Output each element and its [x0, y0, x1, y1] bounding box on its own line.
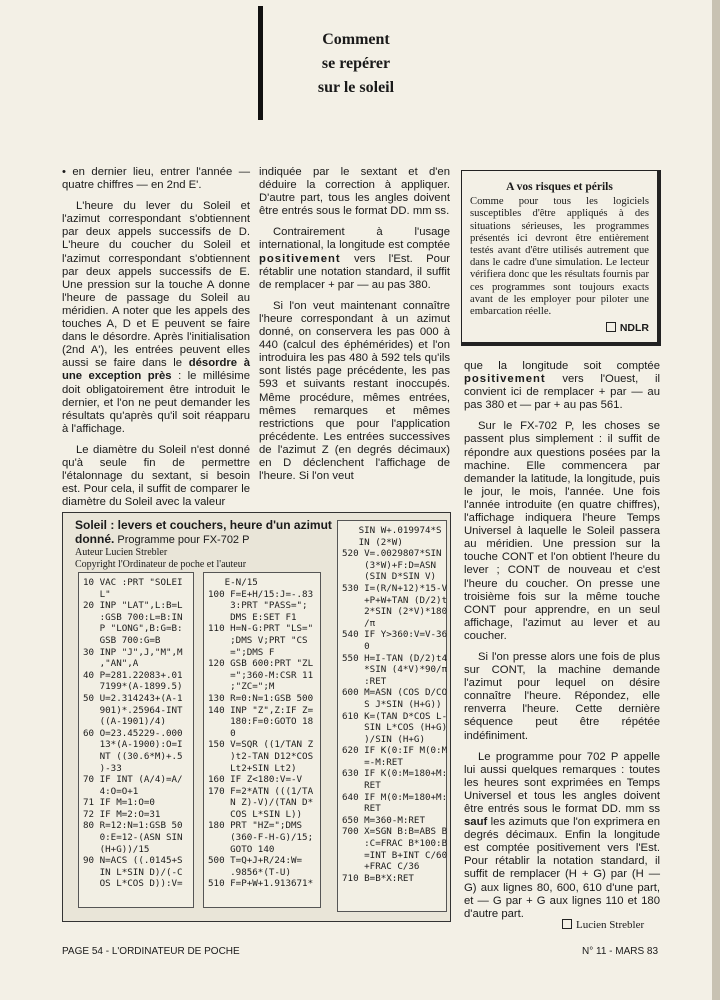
paragraph: Contrairement à l'usage international, la longitude est comptée positivement vers l'Est. Pour rétablir une notation standard, il suffit de remplacer + par — au pas 380. — [259, 226, 450, 291]
square-icon — [606, 322, 616, 332]
title-line-3: sur le soleil — [317, 79, 395, 96]
title-line-1: Comment — [322, 31, 390, 48]
paragraph: Le programme pour 702 P appelle lui aussi quelques remarques : toutes les heures sont exprimées en Temps Universel et tous les angles doivent être entrés sous le format DD. mm ss sauf les azimuts que l'on exprimera en degrés décimaux. Enfin la longitude est comptée positivement vers l'Est. Pour rétablir la notation standard, il suffit de remplacer (H + G) par (H — G) aux lignes 80, 600, 610 d'une part, et — G par + G aux lignes 110 et 180 d'autre part. — [464, 750, 660, 920]
paragraph: • en dernier lieu, entrer l'année — quatre chiffres — en 2nd E'. — [62, 166, 250, 192]
listing-header — [75, 519, 345, 571]
paragraph: Si l'on presse alors une fois de plus sur CONT, la machine demande l'azimut pour lequel on désire connaître l'heure. Répondez, elle renverra l'heure. Cette dernière séquence peut être répétée indéfiniment. — [464, 650, 660, 742]
code-column-1: 10 VAC :PRT "SOLEI L" 20 INP "LAT",L:B=L :GSB 700:L=B:IN P "LONG",B:G=B: GSB 700:G=B 30 INP "J",J,"M",M ,"AN",A 40 P=281.22083+.01 7199*(A-1899.5) 50 U=2.314243+(A-1 901)*.25964-INT ((A-1901)/4) 60 O=23.45229-.000 13*(A-1900):O=I NT ((30.6*M)+.5 )-33 70 IF INT (A/4)=A/ 4:O=O+1 71 IF M=1:O=0 72 IF M=2:O=31 80 R=12:N=1:GSB 50 0:E=12-(ASN SIN (H+G))/15 90 N=ACS ((.0145+S IN L*SIN D)/(-C OS L*COS D)):V= — [78, 572, 194, 908]
listing-author: Auteur Lucien Strebler — [75, 547, 168, 558]
code-column-3: SIN W+.019974*S IN (2*W) 520 V=.0029807*SIN (3*W)+F:D=ASN (SIN D*SIN V) 530 I=(R/N+12)*15-V +P+W+TAN (D/2)t 2*SIN (2*V)*180 /π 540 IF Y>360:V=V-36 0 550 H=I-TAN (D/2)t4 *SIN (4*V)*90/π :RET 600 M=ASN (COS D/CO S J*SIN (H+G)) 610 K=(TAN D*COS L- SIN L*COS (H+G) )/SIN (H+G) 620 IF K(0:IF M(0:M =-M:RET 630 IF K(0:M=180+M: RET 640 IF M(0:M=180+M: RET 650 M=360-M:RET 700 X=SGN B:B=ABS B :C=FRAC B*100:B =INT B+INT C/60 +FRAC C/36 710 B=B*X:RET — [337, 520, 447, 912]
sidebar-signature: NDLR — [470, 322, 649, 334]
author-signature: Lucien Strebler — [562, 919, 644, 931]
warning-sidebar — [461, 170, 661, 346]
paragraph: que la longitude soit comptée positivement vers l'Ouest, il convient ici de remplacer + par — au pas 380 et — par + au pas 561. — [464, 360, 660, 412]
sidebar-text: Comme pour tous les logiciels susceptibles d'être appliqués à des situations sérieuses, les programmes présentés ici devront être entièrement testés avant d'être utilisés autrement que dans le cadre d'une simulation. Le lecteur vérifiera donc que les résultats fournis par ces programmes sont toujours exacts avant de les employer pour piloter une embarcation réelle. — [470, 196, 649, 318]
text-column-2 — [259, 166, 450, 491]
title-rule — [258, 6, 263, 120]
square-icon — [562, 919, 572, 929]
paragraph: Si l'on veut maintenant connaître l'heure correspondant à un azimut donné, on conservera les pas 000 à 440 (calcul des éphémérides) et l'on introduira les pas 480 à 592 tels qu'ils sont listés page précédente, les pas 593 et suivants restant inoccupés. Même procédure, mêmes entrées, mêmes remarques et mêmes restrictions que pour l'application précédente. Les entrées successives de l'azimut Z (en degrés décimaux) en D déclenchent l'affichage de l'heure. Si l'on veut — [259, 299, 450, 483]
paragraph: indiquée par le sextant et d'en déduire la correction à appliquer. D'autre part, tous les angles doivent être entrés sous le format DD. mm ss. — [259, 166, 450, 218]
text-column-1 — [62, 166, 250, 517]
sidebar-title: A vos risques et périls — [506, 181, 613, 193]
page-edge — [712, 0, 720, 1000]
listing-title: Soleil : levers et couchers, heure d'un azimut donné. Programme pour FX-702 P — [75, 518, 332, 546]
paragraph: Sur le FX-702 P, les choses se passent plus simplement : il suffit de répondre aux questions posées par la machine. Elle commencera par demander la latitude, la longitude, puis le jour, le mois, l'année. Une fois l'année introduite (en quatre chiffres), l'affichage indiquera l'heure Temps Universel à laquelle le Soleil passera au méridien. Une pression sur la touche CONT et l'on obtient l'heure du lever ; CONT de nouveau et c'est l'heure du coucher. On presse une troisième fois sur la même touche CONT pour apprendre, en un seul affichage, l'azimut au lever et au coucher. — [464, 420, 660, 642]
text-column-3-top — [464, 360, 660, 929]
code-column-2: E-N/15 100 F=E+H/15:J=-.83 3:PRT "PASS="; DMS E:SET F1 110 H=N-G:PRT "LS=" ;DMS V;PRT "CS =";DMS F 120 GSB 600:PRT "ZL =";360-M:CSR 11 ;"ZC=";M 130 R=0:N=1:GSB 500 140 INP "Z",Z:IF Z= 180:F=0:GOTO 18 0 150 V=SQR ((1/TAN Z )t2-TAN D12*COS Lt2+SIN Lt2) 160 IF Z<180:V=-V 170 F=2*ATN (((1/TA N Z)-V)/(TAN D* COS L*SIN L)) 180 PRT "HZ=";DMS (360-F-H-G)/15; GOTO 140 500 T=Q+J+R/24:W= .9856*(T-U) 510 F=P+W+1.913671* — [203, 572, 321, 908]
paragraph: L'heure du lever du Soleil et l'azimut correspondant s'obtiennent par deux appels successifs de D. L'heure du coucher du Soleil et l'azimut correspondant s'obtiennent par deux appels successifs de E. Une pression sur la touche A donne l'heure de passage du Soleil au méridien. A noter que les appels des touches A, D et E peuvent se faire dans le désordre. Après l'initialisation (2nd A'), les entrées peuvent elles aussi se faire dans le désordre à une exception près : le millésime doit obligatoirement être introduit le dernier, et l'on ne peut demander les résultats qu'après qu'il soit réapparu à l'affichage. — [62, 200, 251, 435]
title-line-2: se repérer — [321, 55, 391, 72]
footer-left: PAGE 54 - L'ORDINATEUR DE POCHE — [62, 946, 240, 957]
footer-right: N° 11 - MARS 83 — [582, 946, 659, 957]
article-title — [276, 28, 436, 100]
listing-copyright: Copyright l'Ordinateur de poche et l'auteur — [75, 559, 247, 570]
paragraph: Le diamètre du Soleil n'est donné qu'à seule fin de permettre l'étalonnage du sextant, si besoin est. Pour cela, il suffit de comparer le diamètre du Soleil avec la valeur — [62, 443, 250, 509]
